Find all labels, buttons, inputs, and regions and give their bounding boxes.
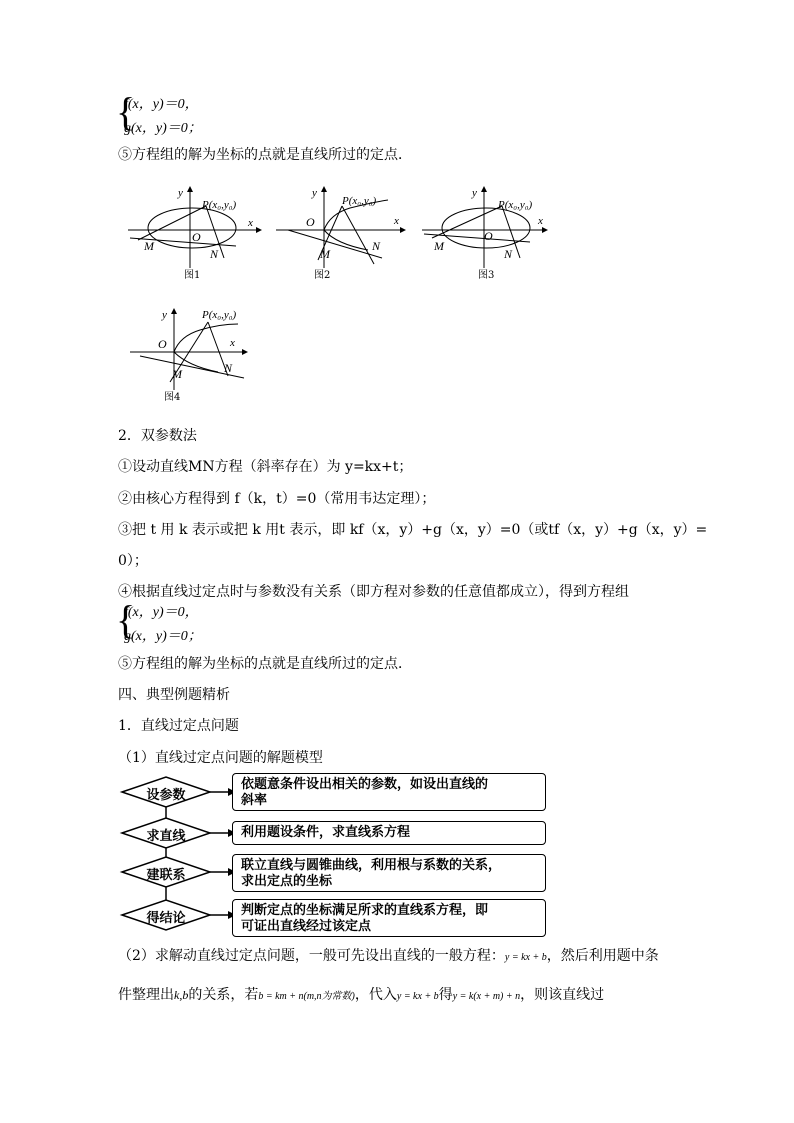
o-label: O	[192, 230, 201, 244]
flow-box-3-line1: 联立直线与圆锥曲线，利用根与系数的关系，	[241, 858, 502, 873]
para2-d: 的关系，若	[188, 987, 259, 1003]
flow-box-1	[232, 773, 546, 811]
m-label: M	[434, 239, 444, 253]
y-arrow-icon	[481, 186, 487, 192]
flow-box-1-line2: 斜率	[241, 793, 268, 808]
x-label: x	[230, 337, 235, 349]
system2-line1: f(x，y)＝0，	[124, 605, 199, 620]
p-label: P(x₀,y₀)	[498, 199, 533, 211]
o-label: O	[484, 229, 493, 243]
flow-label-3: 建联系	[146, 868, 186, 883]
y-label: y	[472, 187, 477, 199]
n-label: N	[224, 361, 233, 375]
p-label: P(x₀,y₀)	[202, 309, 237, 321]
parabola	[174, 324, 238, 352]
flow-box-3-line2: 求出定点的坐标	[241, 874, 333, 889]
system1-line1: f(x，y)＝0，	[124, 97, 199, 112]
n-label: N	[210, 247, 219, 261]
para2-eq3: b = km + n(m,n为常数)	[258, 991, 355, 1002]
m-label: M	[172, 367, 182, 381]
step-3-cont: 0）；	[118, 553, 148, 569]
x-label: x	[538, 215, 543, 227]
section2-title: 2．双参数法	[118, 428, 197, 444]
flow-box-1-line1: 依题意条件设出相关的参数，如设出直线的	[241, 777, 489, 792]
x-arrow-icon	[542, 227, 548, 233]
section4-title: 四、典型例题精析	[118, 687, 230, 703]
caption-2: 图2	[314, 270, 331, 281]
y-label: y	[312, 187, 317, 199]
para2-f: 得	[438, 987, 453, 1003]
para2-c: 件整理出	[118, 987, 174, 1003]
x-arrow-icon	[400, 227, 406, 233]
n-label: N	[372, 239, 381, 253]
step5-text: ⑤方程组的解为坐标的点就是直线所过的定点．	[118, 147, 412, 163]
system2-line2: g(x，y)＝0；	[124, 629, 202, 644]
para2-line2	[118, 986, 604, 1006]
line-pn	[342, 206, 374, 264]
figure-1	[128, 186, 262, 281]
x-label: x	[394, 215, 399, 227]
y-arrow-icon	[187, 186, 193, 192]
figure-3	[422, 186, 548, 281]
para2-a: （2）求解动直线过定点问题，一般可先设出直线的一般方程：	[118, 948, 505, 964]
para2-g: ，则该直线过	[520, 987, 605, 1003]
caption-3: 图3	[478, 270, 495, 281]
flow-box-4-line2: 可证出直线经过该定点	[241, 919, 372, 934]
o-label: O	[158, 337, 167, 351]
sub1-title: 1．直线过定点问题	[118, 718, 239, 734]
step-4: ④根据直线过定点时与参数没有关系（即方程对参数的任意值都成立），得到方程组	[118, 584, 629, 600]
y-label: y	[162, 309, 167, 321]
step-2: ②由核心方程得到 f（k，t）=0（常用韦达定理）；	[118, 491, 436, 507]
para2-b: ，然后利用题中条	[546, 948, 659, 964]
y-label: y	[178, 187, 183, 199]
caption-4: 图4	[164, 392, 181, 403]
figure-2	[276, 186, 406, 281]
flow-box-4-line1: 判断定点的坐标满足所求的直线系方程，即	[241, 903, 489, 918]
para2-eq2: k,b	[174, 988, 189, 1002]
line-mn	[288, 230, 382, 258]
para2-eq4: y = kx + b	[396, 991, 439, 1002]
flow-box-2	[232, 821, 546, 845]
step-3: ③把 t 用 k 表示或把 k 用t 表示，即 kf（x，y）+g（x，y）=0（或tf（x，y）+g（x，y）=	[118, 522, 708, 538]
y-arrow-icon	[321, 186, 327, 192]
flow-label-4: 得结论	[146, 911, 186, 926]
x-label: x	[248, 217, 253, 229]
n-label: N	[504, 247, 513, 261]
caption-1: 图1	[184, 270, 201, 281]
x-arrow-icon	[256, 227, 262, 233]
system1-line2: g(x，y)＝0；	[124, 121, 202, 136]
figures-row	[118, 178, 568, 288]
y-arrow-icon	[171, 308, 177, 314]
flow-label-2: 求直线	[146, 829, 186, 844]
para2-eq1: y = kx + b	[504, 952, 547, 963]
flow-label-1: 设参数	[146, 788, 186, 803]
para2-line1	[118, 947, 659, 967]
m-label: M	[144, 239, 154, 253]
flow-box-4	[232, 899, 546, 937]
flow-box-3	[232, 854, 546, 892]
o-label: O	[306, 215, 315, 229]
x-arrow-icon	[242, 349, 248, 355]
figure-4	[124, 300, 264, 410]
step-1: ①设动直线MN方程（斜率存在）为 y=kx+t；	[118, 459, 413, 475]
para2-e: ，代入	[354, 987, 397, 1003]
p-label: P(x₀,y₀)	[202, 199, 237, 211]
left-brace: {	[116, 89, 136, 134]
m-label: M	[320, 247, 330, 261]
model-title: （1）直线过定点问题的解题模型	[118, 750, 323, 766]
para2-eq5: y = k(x + m) + n	[452, 991, 521, 1002]
flow-box-2-line1: 利用题设条件，求直线系方程	[241, 825, 411, 840]
p-label: P(x₀,y₀)	[342, 195, 377, 207]
step5-text-b: ⑤方程组的解为坐标的点就是直线所过的定点．	[118, 656, 412, 672]
left-brace: {	[116, 597, 136, 642]
